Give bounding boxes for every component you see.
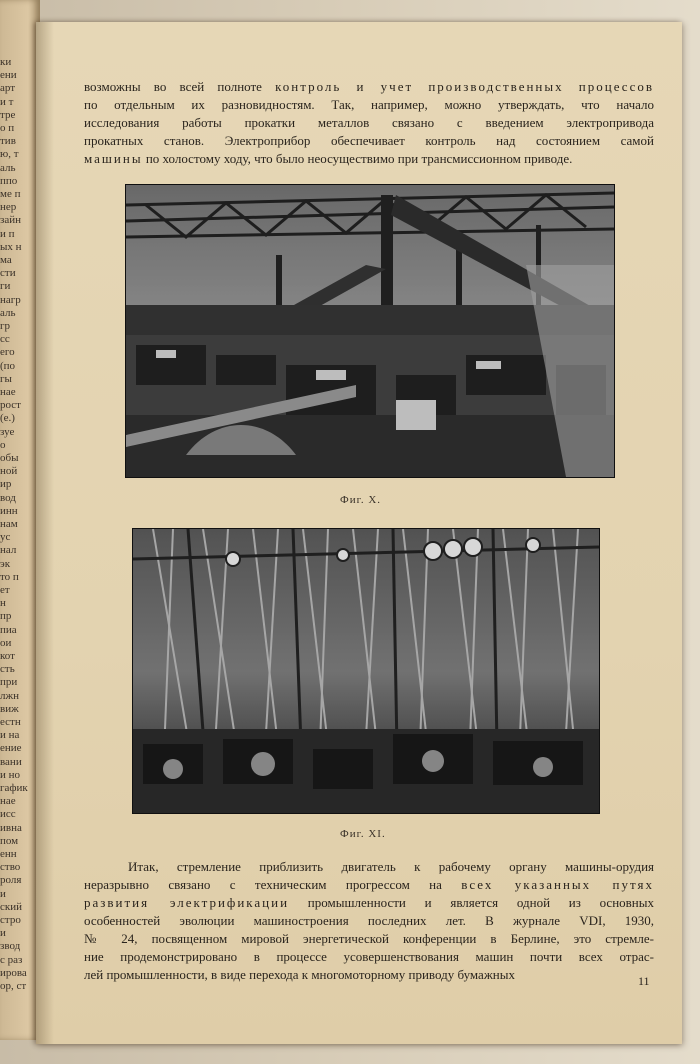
spaced-emphasis: развития электрификации — [84, 895, 290, 910]
previous-page-fragment: звод — [0, 940, 21, 953]
text-line — [84, 150, 654, 168]
previous-page-fragment: ус — [0, 531, 11, 544]
previous-page-fragment: пиа — [0, 623, 17, 636]
previous-page-fragment: ир — [0, 478, 12, 491]
text-line — [84, 132, 654, 150]
previous-page-fragment: при — [0, 676, 18, 689]
previous-page-fragment: гафик — [0, 782, 28, 794]
text-segment: № 24, посвященном мировой энергетической конференции в Берлине, это стремле- — [84, 931, 654, 946]
previous-page-fragment: рост — [0, 399, 21, 412]
previous-page-fragment: и т — [0, 95, 14, 108]
previous-page-fragment: виж — [0, 702, 19, 715]
figure-x-factory-photo — [125, 184, 615, 478]
previous-page-fragment: о — [0, 438, 6, 451]
previous-page-fragment: ной — [0, 465, 18, 478]
factory-hall-image — [126, 185, 614, 477]
previous-page-fragment: ги — [0, 280, 11, 293]
previous-page-fragment: тре — [0, 108, 16, 121]
previous-page-fragment: лжн — [0, 689, 19, 702]
previous-page-fragment: и — [0, 887, 6, 900]
previous-page-fragment: кот — [0, 650, 15, 662]
previous-page-fragment: сть — [0, 663, 15, 676]
previous-page-fragment: гр — [0, 320, 11, 332]
text-line — [84, 930, 654, 948]
previous-page-fragment: аль — [0, 306, 16, 319]
previous-page-fragment: зуе — [0, 425, 15, 438]
previous-page-fragment: арт — [0, 82, 16, 95]
previous-page-fragment: с раз — [0, 953, 23, 966]
figure-xi-belt-drive-photo — [132, 528, 600, 814]
previous-page-fragment: нагр — [0, 293, 21, 306]
previous-page-fragment: его — [0, 346, 15, 359]
previous-page-fragment: сти — [0, 267, 16, 280]
previous-page-fragment: ство — [0, 861, 21, 874]
previous-page-fragment: тив — [0, 135, 16, 148]
previous-page-fragment: н — [0, 597, 6, 610]
text-segment: ние продемонстрировано в процессе усовершенствования машин почти всех отрас- — [84, 949, 654, 964]
text-line — [84, 876, 654, 894]
text-segment: особенностей эволюции машиностроения последних лет. В журнале VDI, 1930, — [84, 913, 654, 928]
previous-page-fragment: (по — [0, 359, 16, 372]
previous-page-fragment: ор, ст — [0, 980, 27, 992]
previous-page-fragment: то п — [0, 570, 19, 583]
previous-page-fragment: енн — [0, 848, 17, 860]
text-segment: Итак, стремление приблизить двигатель к рабочему органу машины-орудия — [128, 859, 654, 874]
previous-page-fragment: сс — [0, 333, 10, 346]
previous-page-fragment: гы — [0, 372, 12, 385]
previous-page-fragment: и — [0, 927, 6, 940]
previous-page-fragment: аль — [0, 161, 16, 174]
text-segment: лей промышленности, в виде перехода к многомоторному приводу бумажных — [84, 967, 515, 982]
previous-page-fragment: стро — [0, 914, 21, 926]
previous-page-fragment: ирова — [0, 966, 27, 979]
text-line — [84, 858, 654, 876]
text-segment: по отдельным их разновидностям. Так, например, можно утверждать, что начало — [84, 97, 654, 112]
previous-page-fragment: ки — [0, 56, 12, 68]
text-segment: по холостому ходу, что было неосуществимо при трансмиссионном приводе. — [142, 151, 573, 166]
previous-page-fragment: ет — [0, 584, 10, 596]
previous-page-fragment: вод — [0, 491, 16, 504]
text-segment: промышленности и является одной из основных — [289, 895, 654, 910]
previous-page-fragment: нае — [0, 795, 16, 808]
top-paragraph — [84, 78, 654, 168]
page-number: 11 — [638, 974, 650, 988]
spaced-emphasis: контроль и учет производственных процессов — [275, 79, 654, 94]
spaced-emphasis: всех указанных путях — [461, 877, 654, 892]
text-line — [84, 96, 654, 114]
text-segment: неразрывно связано с техническим прогрессом на — [84, 877, 462, 892]
previous-page-fragment: ме п — [0, 188, 21, 200]
spaced-emphasis: машины — [84, 151, 143, 166]
previous-page-fragment: обы — [0, 452, 19, 464]
previous-page-fragment: ение — [0, 742, 22, 755]
previous-page-fragment: ивна — [0, 821, 22, 834]
previous-page-fragment: ени — [0, 69, 17, 82]
previous-page-fragment: и п — [0, 227, 15, 240]
previous-page-fragment: пр — [0, 610, 12, 623]
previous-page-fragment: роля — [0, 874, 22, 887]
figure-xi-caption: Фиг. XI. — [340, 828, 386, 840]
previous-page-fragment: инн — [0, 504, 18, 517]
previous-page-fragment: ю, т — [0, 148, 19, 161]
previous-page-fragment: эк — [0, 557, 11, 570]
previous-page-fragment: нал — [0, 544, 17, 557]
previous-page-fragment: ых н — [0, 240, 22, 253]
text-line — [84, 894, 654, 912]
text-segment: исследования работы прокатки металлов связано с введением электропривода — [84, 115, 654, 130]
text-segment: возможны во всей полноте — [84, 79, 276, 94]
previous-page-fragment: исс — [0, 808, 16, 821]
previous-page-edge — [0, 0, 40, 1040]
previous-page-fragment: зайн — [0, 214, 22, 227]
previous-page-fragment: нер — [0, 201, 17, 214]
previous-page-fragment: нае — [0, 386, 16, 398]
belt-transmission-image — [133, 529, 599, 813]
previous-page-fragment: ои — [0, 636, 12, 649]
previous-page-fragment: (е.) — [0, 412, 15, 425]
book-page — [36, 22, 682, 1044]
previous-page-fragment: и но — [0, 768, 21, 781]
previous-page-fragment: ма — [0, 254, 12, 266]
previous-page-fragment: ский — [0, 900, 22, 913]
text-segment: прокатных станов. Электроприбор обеспечивает контроль над состоянием самой — [84, 133, 654, 148]
previous-page-fragment: пом — [0, 834, 19, 847]
gutter-shadow — [36, 22, 54, 1044]
previous-page-fragment: ппо — [0, 174, 18, 187]
previous-page-fragment: и на — [0, 729, 20, 742]
figure-x-caption: Фиг. X. — [340, 494, 382, 506]
text-line — [84, 912, 654, 930]
previous-page-fragment: о п — [0, 122, 15, 134]
previous-page-fragment: естн — [0, 716, 21, 728]
text-line — [84, 114, 654, 132]
text-line — [84, 966, 654, 984]
previous-page-fragment: нам — [0, 518, 18, 530]
text-line — [84, 948, 654, 966]
previous-page-fragment: вани — [0, 755, 22, 768]
bottom-paragraph — [84, 858, 654, 984]
text-line — [84, 78, 654, 96]
